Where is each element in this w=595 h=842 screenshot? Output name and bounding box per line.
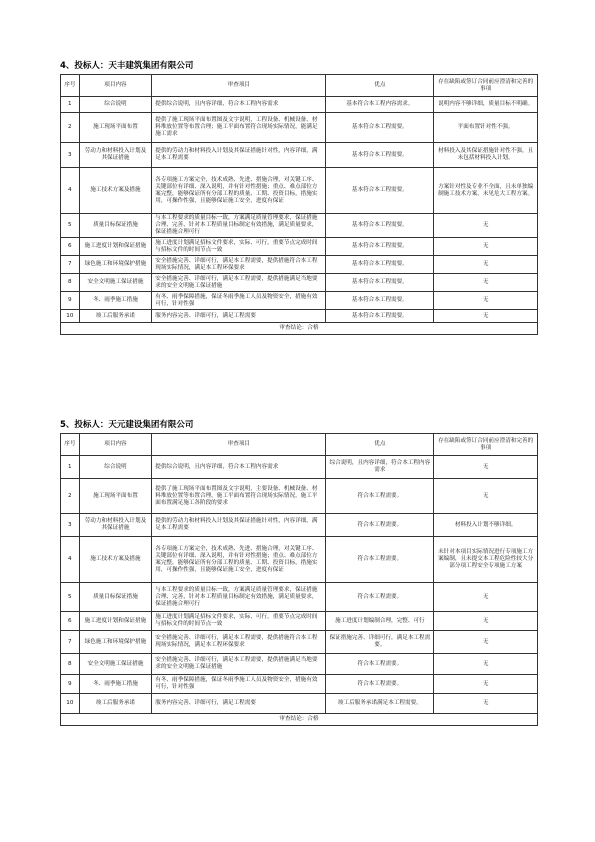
table-body bbox=[61, 97, 538, 335]
deficiencies: 无 bbox=[434, 675, 538, 694]
advantages: 基本符合本工程需要。 bbox=[326, 274, 434, 292]
item-content: 施工现场平面布置 bbox=[79, 113, 152, 143]
deficiencies: 未针对本项目实际情况进行专项施工方案编制，且未提交本工程危险性较大分部分项工程安全专项施工方案 bbox=[434, 537, 538, 583]
header-cell: 序号 bbox=[61, 75, 80, 97]
header-cell: 优点 bbox=[326, 434, 434, 456]
item-content: 冬、雨季施工措施 bbox=[79, 675, 152, 694]
row-number: 5 bbox=[61, 583, 80, 612]
review-item: 施工进度计划满足招标文件要求，实际、可行，重要节点完成时间与招标文件的时间节点一致 bbox=[152, 612, 326, 631]
row-number: 8 bbox=[61, 274, 80, 292]
deficiencies: 无 bbox=[434, 654, 538, 675]
item-content: 施工进度计划和保证措施 bbox=[79, 612, 152, 631]
deficiencies: 平面布置针对性不强。 bbox=[434, 113, 538, 143]
deficiencies: 无 bbox=[434, 612, 538, 631]
advantages: 符合本工程需要。 bbox=[326, 514, 434, 537]
review-item: 各专项施工方案完全，技术成熟、先进、措施合理，对关键工序、关键部位有详细、深入说明，并有针对性措施；重点、难点部位方案完整，能够保证所有分部工程的质量、工期、投资目标，措施实用，可操作性强，且能够保证施工安全，进度有保证 bbox=[152, 537, 326, 583]
advantages: 保证措施完善、详细可行，满足本工程需要。 bbox=[326, 631, 434, 654]
row-number: 1 bbox=[61, 97, 80, 113]
row-number: 8 bbox=[61, 654, 80, 675]
advantages: 竣工后服务承诺满足本工程需要。 bbox=[326, 694, 434, 714]
advantages: 基本符合本工程需要。 bbox=[326, 238, 434, 256]
header-cell: 项目内容 bbox=[79, 434, 152, 456]
item-content: 绿色施工和环境保护措施 bbox=[79, 631, 152, 654]
review-item: 与本工程要求的质量目标一致，方案满足质量管理要求，保证措施合理、完善，针对本工程质量目标制定有效措施，满足质量要求，保证措施合理可行 bbox=[152, 583, 326, 612]
table-row bbox=[61, 214, 538, 238]
deficiencies: 无 bbox=[434, 631, 538, 654]
table-row bbox=[61, 292, 538, 310]
table-row bbox=[61, 631, 538, 654]
item-content: 施工现场平面布置 bbox=[79, 479, 152, 514]
table-row bbox=[61, 654, 538, 675]
section-title: 4、投标人：天丰建筑集团有限公司 bbox=[60, 61, 194, 71]
table-row bbox=[61, 310, 538, 323]
item-content: 安全文明施工保证措施 bbox=[79, 274, 152, 292]
advantages: 符合本工程需要。 bbox=[326, 675, 434, 694]
advantages: 施工进度计划编制合理，完整、可行 bbox=[326, 612, 434, 631]
advantages: 基本符合本工程需要。 bbox=[326, 310, 434, 323]
row-number: 3 bbox=[61, 143, 80, 168]
advantages: 符合本工程需要。 bbox=[326, 583, 434, 612]
header-cell: 项目内容 bbox=[79, 75, 152, 97]
review-item: 安全措施完善、详细可行，满足本工程需要，提供措施满足当地要求的安全文明施工保证措施 bbox=[152, 654, 326, 675]
item-content: 质量目标保证措施 bbox=[79, 214, 152, 238]
row-number: 4 bbox=[61, 537, 80, 583]
item-content: 冬、雨季施工措施 bbox=[79, 292, 152, 310]
row-number: 2 bbox=[61, 479, 80, 514]
advantages: 基本符合本工程需要。 bbox=[326, 292, 434, 310]
item-content: 综合说明 bbox=[79, 456, 152, 479]
table-row bbox=[61, 537, 538, 583]
row-number: 3 bbox=[61, 514, 80, 537]
table-row bbox=[61, 168, 538, 214]
section-title: 5、投标人：天元建设集团有限公司 bbox=[60, 420, 194, 430]
item-content: 劳动力和材料投入计划及其保证措施 bbox=[79, 143, 152, 168]
review-item: 安全措施完善、详细可行，满足本工程需要，提供措施符合本工程现场实际情况，满足本工程环保要求 bbox=[152, 631, 326, 654]
item-content: 劳动力和材料投入计划及其保证措施 bbox=[79, 514, 152, 537]
conclusion-row bbox=[61, 323, 538, 335]
deficiencies: 无 bbox=[434, 238, 538, 256]
advantages: 符合本工程需要。 bbox=[326, 537, 434, 583]
advantages: 基本符合本工程需要。 bbox=[326, 256, 434, 274]
review-item: 安全措施完善、详细可行，满足本工程需要，提供措施符合本工程现场实际情况，满足本工程环保要求 bbox=[152, 256, 326, 274]
header-cell: 序号 bbox=[61, 434, 80, 456]
conclusion-row bbox=[61, 714, 538, 726]
item-content: 质量目标保证措施 bbox=[79, 583, 152, 612]
deficiencies: 方案针对性及专业不全面，且未单独编制施工技术方案，未见危大工程方案。 bbox=[434, 168, 538, 214]
advantages: 基本符合本工程需要。 bbox=[326, 214, 434, 238]
review-item: 安全措施完善、详细可行，满足本工程需要，提供措施满足当地要求的安全文明施工保证措施 bbox=[152, 274, 326, 292]
row-number: 6 bbox=[61, 612, 80, 631]
table-row bbox=[61, 583, 538, 612]
row-number: 6 bbox=[61, 238, 80, 256]
review-item: 提供综合说明，且内容详细，符合本工程内容需求 bbox=[152, 456, 326, 479]
item-content: 施工技术方案及措施 bbox=[79, 537, 152, 583]
advantages: 符合本工程需要。 bbox=[326, 654, 434, 675]
table-body bbox=[61, 456, 538, 726]
row-number: 7 bbox=[61, 631, 80, 654]
review-conclusion: 审查结论：合格 bbox=[61, 714, 538, 726]
header-cell: 审查项目 bbox=[152, 434, 326, 456]
row-number: 10 bbox=[61, 694, 80, 714]
header-cell: 存在缺陷或签订合同前应澄清和完善的事项 bbox=[434, 75, 538, 97]
advantages: 综合说明，且内容详细，符合本工程内容需求 bbox=[326, 456, 434, 479]
table-header-row bbox=[61, 75, 538, 97]
review-item: 与本工程要求的质量目标一致，方案满足质量管理要求，保证措施合理、完善，针对本工程质量目标制定有效措施，满足质量要求，保证措施合理可行 bbox=[152, 214, 326, 238]
deficiencies: 无 bbox=[434, 694, 538, 714]
table-row bbox=[61, 479, 538, 514]
deficiencies: 无 bbox=[434, 310, 538, 323]
advantages: 基本符合本工程需要。 bbox=[326, 143, 434, 168]
item-content: 综合说明 bbox=[79, 97, 152, 113]
deficiencies: 无 bbox=[434, 256, 538, 274]
deficiencies: 无 bbox=[434, 214, 538, 238]
review-item: 有冬、雨季保障措施，保证冬雨季施工人员及物资安全，措施有效可行，针对性强 bbox=[152, 675, 326, 694]
advantages: 基本符合本工程需要。 bbox=[326, 168, 434, 214]
deficiencies: 无 bbox=[434, 479, 538, 514]
header-cell: 审查项目 bbox=[152, 75, 326, 97]
item-content: 绿色施工和环境保护措施 bbox=[79, 256, 152, 274]
table-row bbox=[61, 274, 538, 292]
row-number: 4 bbox=[61, 168, 80, 214]
deficiencies: 无 bbox=[434, 274, 538, 292]
item-content: 施工技术方案及措施 bbox=[79, 168, 152, 214]
deficiencies: 材料投入及其保证措施针对性不强，且未包括材料投入计划。 bbox=[434, 143, 538, 168]
item-content: 安全文明施工保证措施 bbox=[79, 654, 152, 675]
section-bidder-5 bbox=[60, 417, 538, 726]
table-row bbox=[61, 238, 538, 256]
item-content: 施工进度计划和保证措施 bbox=[79, 238, 152, 256]
row-number: 7 bbox=[61, 256, 80, 274]
deficiencies: 无 bbox=[434, 583, 538, 612]
review-item: 有冬、雨季保障措施，保证冬雨季施工人员及物资安全，措施有效可行，针对性强 bbox=[152, 292, 326, 310]
advantages: 基本符合本工程内容需求。 bbox=[326, 97, 434, 113]
review-table bbox=[60, 433, 538, 726]
advantages: 基本符合本工程需要。 bbox=[326, 113, 434, 143]
row-number: 5 bbox=[61, 214, 80, 238]
header-cell: 优点 bbox=[326, 75, 434, 97]
review-item: 施工进度计划满足招标文件要求，实际、可行，重要节点完成时间与招标文件的时间节点一致 bbox=[152, 238, 326, 256]
table-row bbox=[61, 694, 538, 714]
deficiencies: 材料投入计划不够详细。 bbox=[434, 514, 538, 537]
review-item: 提供的劳动力和材料投入计划及其保证措施针对性，内容详细，满足本工程需要 bbox=[152, 514, 326, 537]
item-content: 竣工后服务承诺 bbox=[79, 694, 152, 714]
header-cell: 存在缺陷或签订合同前应澄清和完善的事项 bbox=[434, 434, 538, 456]
table-row bbox=[61, 456, 538, 479]
table-row bbox=[61, 612, 538, 631]
table-row bbox=[61, 143, 538, 168]
review-item: 服务内容完善、详细可行，满足工程需要 bbox=[152, 694, 326, 714]
table-row bbox=[61, 97, 538, 113]
row-number: 2 bbox=[61, 113, 80, 143]
row-number: 1 bbox=[61, 456, 80, 479]
table-row bbox=[61, 256, 538, 274]
deficiencies: 无 bbox=[434, 292, 538, 310]
review-item: 提供了施工现场平面布置图及文字说明，工程设备、机械设备、材料堆放位置等布置合理；施工平面布置符合现场实际情况，能满足施工需求 bbox=[152, 113, 326, 143]
review-table bbox=[60, 74, 538, 335]
review-item: 各专项施工方案完全，技术成熟、先进、措施合理，对关键工序、关键部位有详细、深入说明，并有针对性措施；重点、难点部位方案完整，能够保证所有分部工程的质量、工期、投资目标，措施实用，可操作性强，且能够保证施工安全，进度有保证 bbox=[152, 168, 326, 214]
item-content: 竣工后服务承诺 bbox=[79, 310, 152, 323]
table-row bbox=[61, 675, 538, 694]
review-item: 提供了施工现场平面布置图及文字说明，主要设备、机械设备、材料堆放位置等布置合理，施工平面布置符合现场实际情况，施工平面布置满足施工各阶段的要求 bbox=[152, 479, 326, 514]
row-number: 9 bbox=[61, 675, 80, 694]
row-number: 10 bbox=[61, 310, 80, 323]
review-item: 服务内容完善、详细可行，满足工程需要 bbox=[152, 310, 326, 323]
review-conclusion: 审查结论：合格 bbox=[61, 323, 538, 335]
deficiencies: 无 bbox=[434, 456, 538, 479]
review-item: 提供综合说明，且内容详细，符合本工程内容需求 bbox=[152, 97, 326, 113]
row-number: 9 bbox=[61, 292, 80, 310]
table-header-row bbox=[61, 434, 538, 456]
table-row bbox=[61, 514, 538, 537]
deficiencies: 说明内容不够详细，质量目标不明确。 bbox=[434, 97, 538, 113]
table-row bbox=[61, 113, 538, 143]
review-item: 提供的劳动力和材料投入计划及其保证措施针对性，内容详细，满足本工程需要 bbox=[152, 143, 326, 168]
advantages: 符合本工程需要。 bbox=[326, 479, 434, 514]
section-bidder-4 bbox=[60, 58, 538, 335]
